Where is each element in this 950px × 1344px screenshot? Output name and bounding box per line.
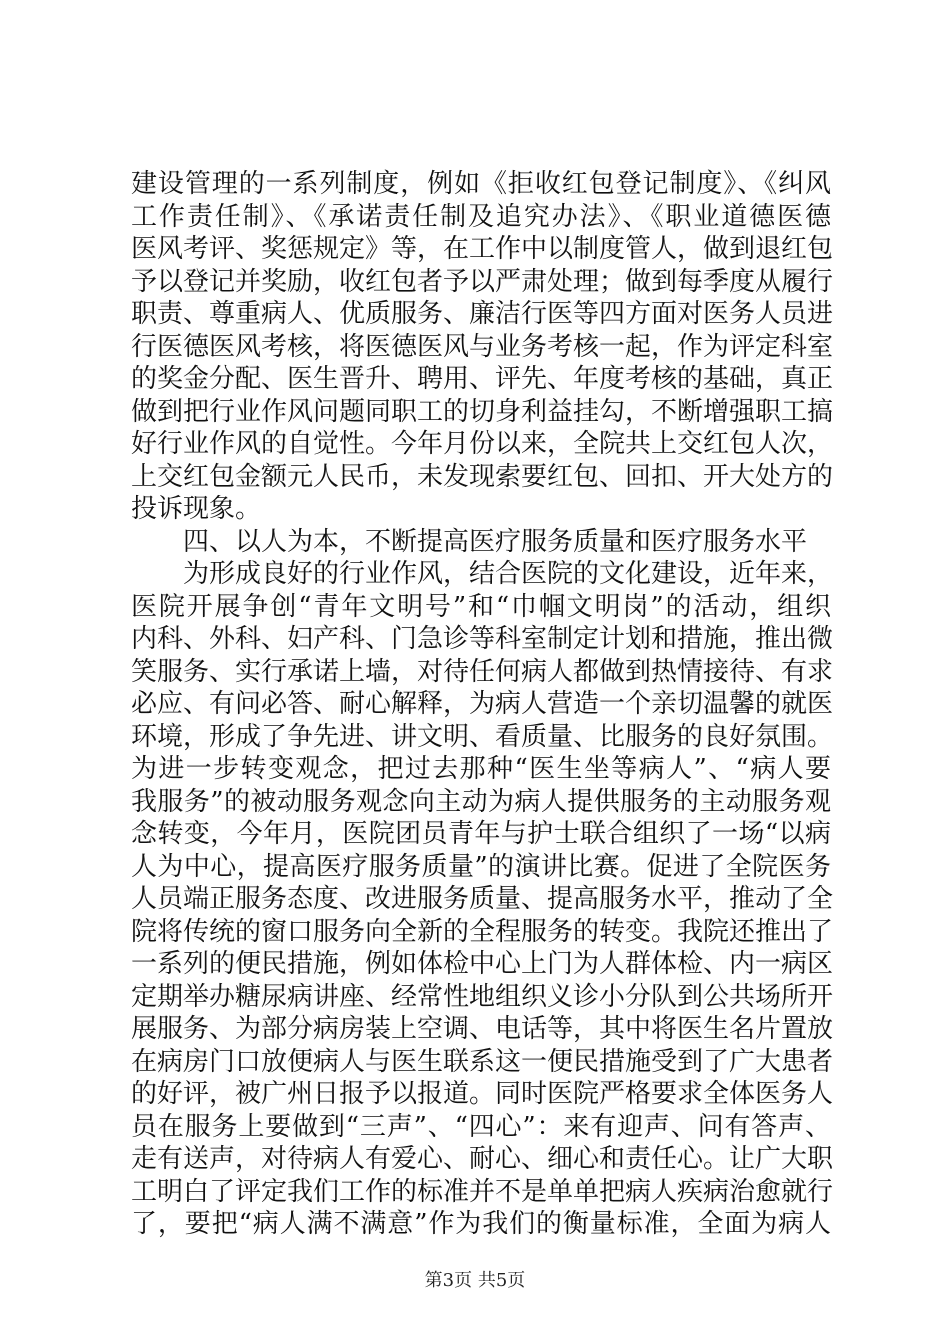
text-line: 医风考评、奖惩规定》等，在工作中以制度管人，做到退红包 <box>131 234 834 264</box>
text-line: 在病房门口放便病人与医生联系这一便民措施受到了广大患者 <box>131 1046 834 1077</box>
text-line: 员在服务上要做到“三声”、“四心”：来有迎声、问有答声、 <box>131 1111 831 1142</box>
text-line: 一系列的便民措施，例如体检中心上门为人群体检、内一病区 <box>131 949 834 979</box>
text-line: 予以登记并奖励，收红包者予以严肃处理；做到每季度从履行 <box>131 266 834 297</box>
text-line: 展服务、为部分病房装上空调、电话等，其中将医生名片置放 <box>131 1014 834 1044</box>
text-line: 为进一步转变观念，把过去那种“医生坐等病人”、“病人要 <box>131 754 831 784</box>
text-line: 工作责任制》、《承诺责任制及追究办法》、《职业道德医德 <box>131 201 831 232</box>
text-line: 上交红包金额元人民币，未发现索要红包、回扣、开大处方的 <box>131 461 834 492</box>
body-text <box>131 168 834 1241</box>
text-line: 的好评，被广州日报予以报道。同时医院严格要求全体医务人 <box>131 1079 834 1109</box>
text-line: 内科、外科、妇产科、门急诊等科室制定计划和措施，推出微 <box>131 624 834 654</box>
text-line: 职责、尊重病人、优质服务、廉洁行医等四方面对医务人员进 <box>131 299 834 329</box>
text-line: 投诉现象。 <box>131 494 262 524</box>
text-line: 人为中心，提高医疗服务质量”的演讲比赛。促进了全院医务 <box>131 851 831 882</box>
text-line: 了，要把“病人满不满意”作为我们的衡量标准，全面为病人 <box>131 1209 831 1239</box>
text-line: 走有送声，对待病人有爱心、耐心、细心和责任心。让广大职 <box>131 1144 834 1174</box>
text-line: 笑服务、实行承诺上墙，对待任何病人都做到热情接待、有求 <box>131 656 834 687</box>
text-line: 行医德医风考核，将医德医风与业务考核一起，作为评定科室 <box>131 331 834 362</box>
section-heading: 四、以人为本，不断提高医疗服务质量和医疗服务水平 <box>183 526 808 557</box>
text-line: 工明白了评定我们工作的标准并不是单单把病人疾病治愈就行 <box>131 1176 834 1207</box>
text-line: 定期举办糖尿病讲座、经常性地组织义诊小分队到公共场所开 <box>131 981 834 1012</box>
page-footer: 第3页 共5页 <box>424 1270 526 1291</box>
text-line: 建设管理的一系列制度，例如《拒收红包登记制度》、《纠风 <box>131 169 831 199</box>
text-line: 我服务”的被动服务观念向主动为病人提供服务的主动服务观 <box>131 786 831 817</box>
text-line: 好行业作风的自觉性。今年月份以来，全院共上交红包人次， <box>131 429 834 459</box>
text-line: 的奖金分配、医生晋升、聘用、评先、年度考核的基础，真正 <box>131 364 834 394</box>
text-line: 为形成良好的行业作风，结合医院的文化建设，近年来， <box>183 559 834 589</box>
text-line: 人员端正服务态度、改进服务质量、提高服务水平，推动了全 <box>131 884 834 914</box>
text-line: 做到把行业作风问题同职工的切身利益挂勾，不断增强职工搞 <box>131 396 834 427</box>
text-line: 必应、有问必答、耐心解释，为病人营造一个亲切温馨的就医 <box>131 689 834 719</box>
text-line: 环境，形成了争先进、讲文明、看质量、比服务的良好氛围。 <box>131 721 834 752</box>
text-line: 院将传统的窗口服务向全新的全程服务的转变。我院还推出了 <box>131 916 834 947</box>
text-line: 医院开展争创“青年文明号”和“巾帼文明岗”的活动，组织 <box>131 591 831 622</box>
text-line: 念转变，今年月，医院团员青年与护士联合组织了一场“以病 <box>131 819 831 849</box>
